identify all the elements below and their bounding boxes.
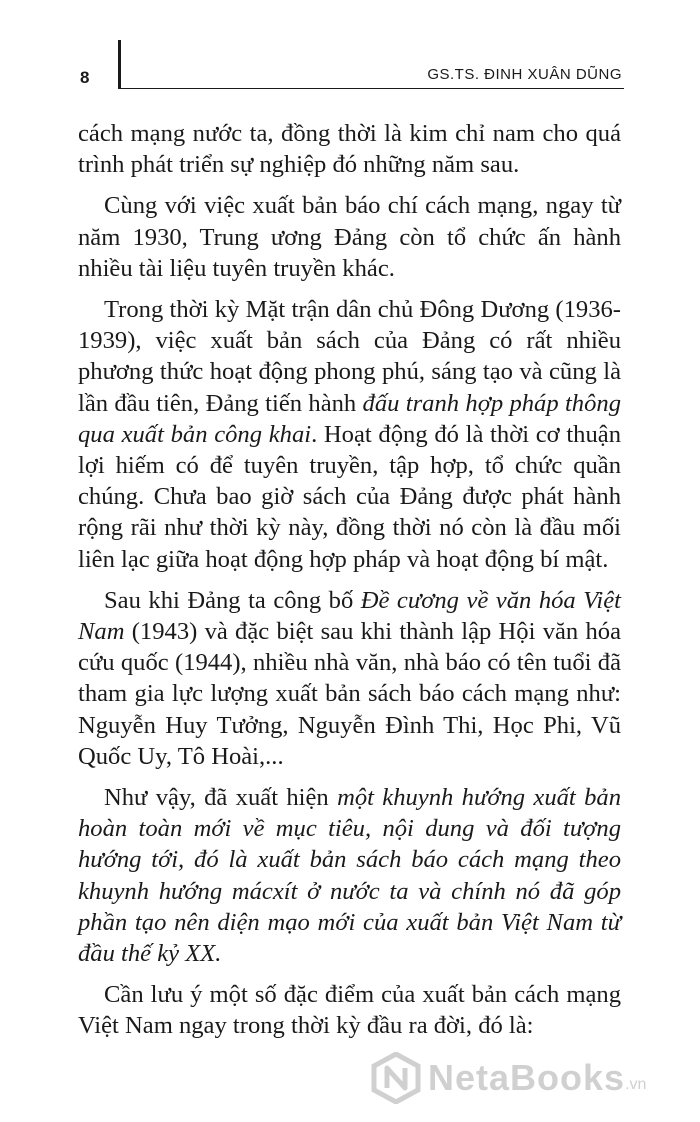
paragraph — [78, 782, 621, 969]
paragraph-text: Sau khi Đảng ta công bố — [104, 586, 361, 614]
paragraph — [78, 979, 621, 1041]
italic-phrase: một khuynh hướng xuất bản hoàn toàn mới về mục tiêu, nội dung và đối tượng hướng tới, đó là xuất bản sách báo cách mạng theo khuynh hướng mácxít ở nước ta và chính nó đã góp phần tạo nên diện mạo mới của xuất bản Việt Nam từ đầu thế kỷ XX. — [78, 784, 621, 968]
paragraph-text: Cần lưu ý một số đặc điểm của xuất bản cách mạng Việt Nam ngay trong thời kỳ đầu ra đời, đó là: — [78, 981, 621, 1040]
watermark-brand: NetaBooks — [428, 1057, 626, 1098]
paragraph-text: Cùng với việc xuất bản báo chí cách mạng, ngay từ năm 1930, Trung ương Đảng còn tổ chức ấn hành nhiều tài liệu tuyên truyền khác. — [78, 192, 621, 282]
paragraph-text: Như vậy, đã xuất hiện — [104, 784, 338, 812]
header-vertical-rule — [118, 40, 121, 88]
header-horizontal-rule — [118, 88, 624, 89]
paragraph — [78, 585, 621, 772]
paragraph-text: Trong thời kỳ Mặt trận dân chủ Đông Dương (1936-1939), việc xuất bản sách của Đảng có rất nhiều phương thức hoạt động phong phú, sáng tạo và cũng là lần đầu tiên, Đảng tiến hành — [78, 296, 621, 417]
italic-title: Đề cương về văn hóa Việt Nam — [78, 586, 621, 646]
page-body — [78, 118, 621, 1052]
running-header-author: GS.TS. ĐINH XUÂN DŨNG — [427, 66, 622, 83]
watermark — [370, 1048, 646, 1108]
watermark-domain-suffix: .vn — [625, 1076, 647, 1093]
page-header — [0, 0, 700, 100]
page-number: 8 — [80, 68, 90, 87]
paragraph-continuation — [78, 118, 621, 180]
netabooks-logo-icon — [370, 1052, 422, 1104]
paragraph — [78, 294, 621, 575]
paragraph-text: . Hoạt động đó là thời cơ thuận lợi hiếm có để tuyên truyền, tập hợp, tổ chức quần chúng. Chưa bao giờ sách của Đảng được phát hành rộng rãi như thời kỳ này, đồng thời nó còn là đầu mối liên lạc giữa hoạt động hợp pháp và hoạt động bí mật. — [78, 420, 621, 573]
paragraph-text: (1943) và đặc biệt sau khi thành lập Hội văn hóa cứu quốc (1944), nhiều nhà văn, nhà báo có tên tuổi đã tham gia lực lượng xuất bản sách báo cách mạng như: Nguyễn Huy Tưởng, Nguyễn Đình Thi, Học Phi, Vũ Quốc Uy, Tô Hoài,... — [78, 618, 621, 770]
paragraph-text: cách mạng nước ta, đồng thời là kim chỉ nam cho quá trình phát triển sự nghiệp đó những năm sau. — [78, 120, 621, 179]
paragraph — [78, 190, 621, 284]
italic-phrase: đấu tranh hợp pháp thông qua xuất bản công khai — [78, 389, 621, 448]
